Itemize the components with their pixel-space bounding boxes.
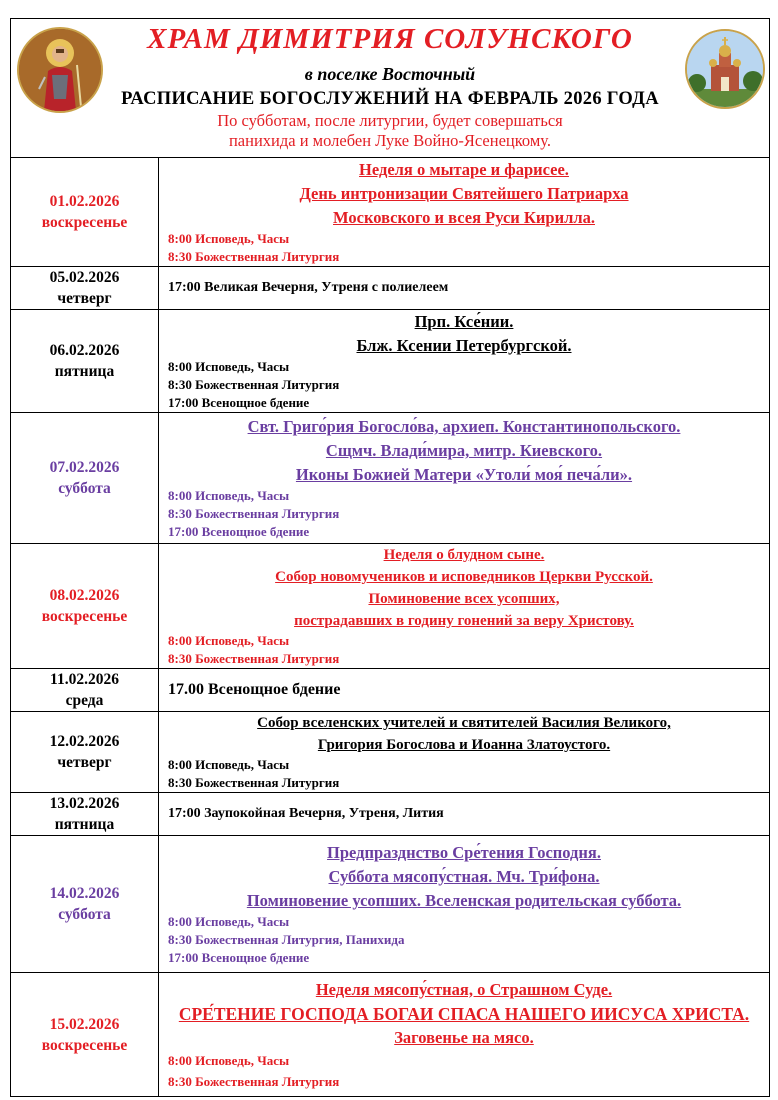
- feast-title: Заговенье на мясо.: [394, 1027, 534, 1047]
- services-cell: [159, 158, 770, 267]
- date-cell: [11, 413, 159, 544]
- weekday: четверг: [57, 754, 112, 771]
- table-row: [11, 310, 770, 413]
- table-row: [11, 712, 770, 793]
- table-row: [11, 836, 770, 973]
- service-time: 8:00 Исповедь, Часы: [168, 914, 290, 929]
- date-cell: [11, 836, 159, 973]
- service-time: 8:30 Божественная Литургия: [168, 249, 340, 264]
- service-time: 17.00 Всенощное бдение: [168, 681, 341, 698]
- weekday: воскресенье: [41, 214, 128, 231]
- weekday: суббота: [58, 906, 111, 923]
- table-row: [11, 793, 770, 836]
- feast-title: Поминовение всех усопших,: [368, 591, 560, 607]
- service-time: 17:00 Великая Вечерня, Утреня с полиелеем: [168, 280, 449, 295]
- feast-title: Неделя мясопу́стная, о Страшном Суде.: [315, 979, 613, 999]
- services-cell: [159, 310, 770, 413]
- feast-title: Неделя о блудном сыне.: [383, 547, 545, 563]
- services-cell: [159, 544, 770, 669]
- saturday-note: [11, 111, 769, 151]
- date: 08.02.2026: [49, 587, 120, 604]
- location-subtitle: в поселке Восточный: [304, 64, 476, 84]
- date: 11.02.2026: [50, 671, 119, 688]
- services-cell: [159, 267, 770, 310]
- feast-title: Блж. Ксении Петербургской.: [356, 336, 572, 355]
- date: 15.02.2026: [49, 1015, 120, 1033]
- feast-title: Свт. Григо́рия Богосло́ва, архиеп. Константинопольского.: [247, 417, 681, 436]
- church-title: ХРАМ ДИМИТРИЯ СОЛУНСКОГО: [147, 23, 633, 55]
- weekday: суббота: [58, 480, 111, 497]
- schedule-table: [10, 157, 770, 1097]
- date: 05.02.2026: [49, 269, 120, 286]
- services-cell: [159, 669, 770, 712]
- feast-title: Предпразднство Сре́тения Господня.: [327, 843, 601, 862]
- date: 12.02.2026: [49, 733, 120, 750]
- date: 01.02.2026: [49, 193, 120, 210]
- service-time: 8:00 Исповедь, Часы: [168, 231, 290, 246]
- services-cell: [159, 413, 770, 544]
- feast-title: Григория Богослова и Иоанна Златоустого.: [317, 737, 611, 753]
- service-time: 8:30 Божественная Литургия: [168, 1073, 340, 1089]
- service-time: 8:00 Исповедь, Часы: [168, 359, 290, 374]
- feast-title: Иконы Божией Матери «Утоли́ моя́ печа́ли».: [295, 465, 633, 484]
- weekday: пятница: [54, 363, 115, 380]
- date-cell: [11, 712, 159, 793]
- feast-title: Поминовение усопших. Вселенская родительская суббота.: [246, 891, 682, 910]
- service-time: 17:00 Всенощное бдение: [168, 395, 310, 410]
- services-cell: [159, 973, 770, 1097]
- date-cell: [11, 669, 159, 712]
- table-row: [11, 413, 770, 544]
- service-time: 17:00 Всенощное бдение: [168, 524, 310, 539]
- schedule-title: РАСПИСАНИЕ БОГОСЛУЖЕНИЙ НА ФЕВРАЛЬ 2026 ГОДА: [121, 89, 659, 109]
- date-cell: [11, 158, 159, 267]
- feast-title: пострадавших в годину гонений за веру Христову.: [294, 613, 634, 629]
- date-cell: [11, 267, 159, 310]
- service-time: 17:00 Заупокойная Вечерня, Утреня, Лития: [168, 806, 444, 821]
- date-cell: [11, 544, 159, 669]
- date: 07.02.2026: [49, 459, 120, 476]
- service-time: 8:00 Исповедь, Часы: [168, 488, 290, 503]
- weekday: четверг: [57, 290, 112, 307]
- feast-title: Неделя о мытаре и фарисее.: [359, 160, 569, 179]
- date: 14.02.2026: [49, 885, 120, 902]
- services-cell: [159, 836, 770, 973]
- service-time: 8:00 Исповедь, Часы: [168, 757, 290, 772]
- service-time: 8:30 Божественная Литургия: [168, 651, 340, 666]
- service-time: 8:00 Исповедь, Часы: [168, 633, 290, 648]
- service-time: 8:30 Божественная Литургия, Панихида: [168, 932, 405, 947]
- saturday-note-line: панихида и молебен Луке Войно-Ясенецкому.: [228, 131, 552, 150]
- table-row: [11, 973, 770, 1097]
- table-row: [11, 669, 770, 712]
- service-time: 8:30 Божественная Литургия: [168, 506, 340, 521]
- weekday: воскресенье: [41, 608, 128, 625]
- table-row: [11, 544, 770, 669]
- date-cell: [11, 793, 159, 836]
- service-time: 8:30 Божественная Литургия: [168, 377, 340, 392]
- date: 06.02.2026: [49, 342, 120, 359]
- saturday-note-line: По субботам, после литургии, будет совершаться: [217, 111, 563, 130]
- feast-title: Московского и всея Руси Кирилла.: [333, 208, 595, 227]
- service-time: 17:00 Всенощное бдение: [168, 950, 310, 965]
- service-time: 8:00 Исповедь, Часы: [168, 1052, 290, 1068]
- feast-title: Сщмч. Влади́мира, митр. Киевского.: [325, 441, 603, 460]
- date: 13.02.2026: [49, 795, 120, 812]
- services-cell: [159, 712, 770, 793]
- services-cell: [159, 793, 770, 836]
- weekday: воскресенье: [41, 1036, 128, 1054]
- service-time: 8:30 Божественная Литургия: [168, 775, 340, 790]
- feast-title: Прп. Ксе́нии.: [414, 312, 514, 331]
- feast-title: Собор вселенских учителей и святителей Василия Великого,: [257, 715, 671, 731]
- table-row: [11, 158, 770, 267]
- table-row: [11, 267, 770, 310]
- date-cell: [11, 973, 159, 1097]
- weekday: пятница: [54, 816, 115, 833]
- header: [10, 18, 770, 158]
- date-cell: [11, 310, 159, 413]
- feast-title: СРЕ́ТЕНИЕ ГОСПОДА БОГАИ СПАСА НАШЕГО ИИСУСА ХРИСТА.: [178, 1003, 750, 1024]
- feast-title: Собор новомучеников и исповедников Церкви Русской.: [275, 569, 653, 585]
- weekday: среда: [65, 692, 104, 709]
- feast-title: Суббота мясопу́стная. Мч. Три́фона.: [328, 867, 600, 886]
- feast-title: День интронизации Святейшего Патриарха: [299, 184, 629, 203]
